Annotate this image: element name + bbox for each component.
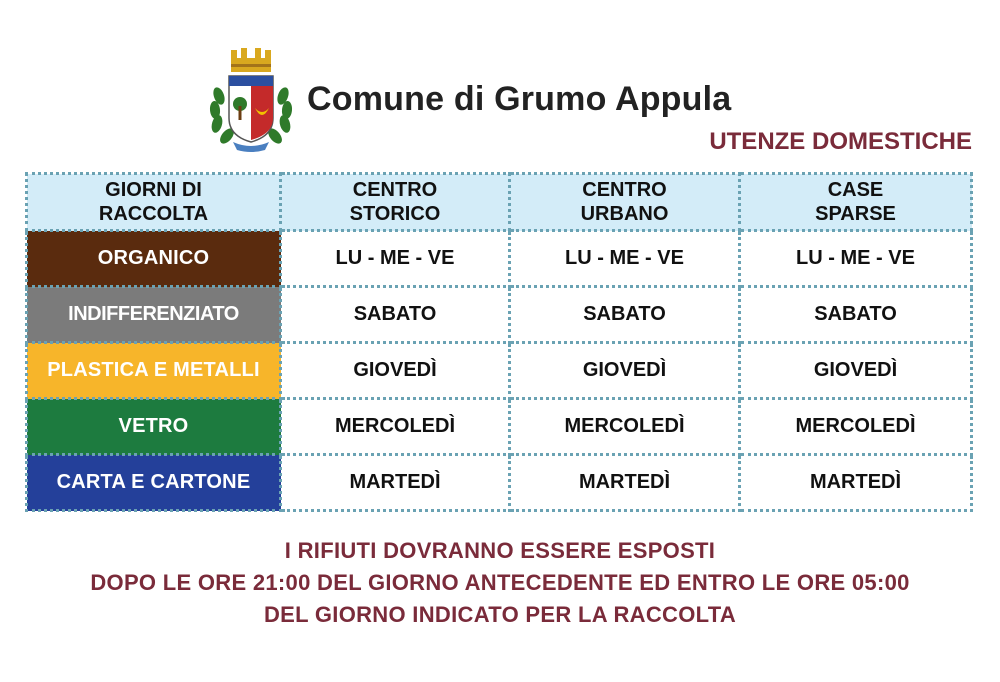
- column-header-line: CASE: [827, 179, 884, 201]
- category-carta-e-cartone: CARTA E CARTONE: [27, 455, 281, 511]
- day-cell: LU - ME - VE: [510, 231, 740, 287]
- page-subtitle: UTENZE DOMESTICHE: [709, 128, 972, 155]
- page-title: Comune di Grumo Appula: [307, 80, 732, 118]
- column-header-line: SPARSE: [815, 203, 896, 225]
- day-cell: SABATO: [740, 287, 972, 343]
- column-header-line: CENTRO: [582, 179, 667, 201]
- table-row: [27, 343, 972, 399]
- table-row: [27, 455, 972, 511]
- day-cell: GIOVEDÌ: [281, 343, 510, 399]
- day-cell: MERCOLEDÌ: [281, 399, 510, 455]
- day-cell: GIOVEDÌ: [740, 343, 972, 399]
- notice-line-3: DEL GIORNO INDICATO PER LA RACCOLTA: [263, 602, 737, 627]
- table-row: [27, 287, 972, 343]
- table-row: [27, 231, 972, 287]
- table-header-row: [27, 174, 972, 231]
- day-cell: SABATO: [281, 287, 510, 343]
- column-header-case-sparse: [740, 174, 972, 231]
- day-cell: SABATO: [510, 287, 740, 343]
- municipal-crest-icon: [205, 46, 297, 154]
- column-header-centro-urbano: [510, 174, 740, 231]
- day-cell: MARTEDÌ: [281, 455, 510, 511]
- day-cell: LU - ME - VE: [281, 231, 510, 287]
- column-header-line: CENTRO: [352, 179, 438, 201]
- column-header-giorni: [27, 174, 281, 231]
- category-plastica-e-metalli: PLASTICA E METALLI: [27, 343, 281, 399]
- column-header-line: GIORNI DI: [105, 179, 202, 201]
- day-cell: MERCOLEDÌ: [510, 399, 740, 455]
- day-cell: LU - ME - VE: [740, 231, 972, 287]
- day-cell: MERCOLEDÌ: [740, 399, 972, 455]
- column-header-line: RACCOLTA: [98, 203, 209, 225]
- day-cell: MARTEDÌ: [510, 455, 740, 511]
- notice-line-2: DOPO LE ORE 21:00 DEL GIORNO ANTECEDENTE ED ENTRO LE ORE 05:00: [90, 570, 910, 595]
- notice-line-1: I RIFIUTI DOVRANNO ESSERE ESPOSTI: [284, 538, 716, 563]
- day-cell: GIOVEDÌ: [510, 343, 740, 399]
- column-header-centro-storico: [281, 174, 510, 231]
- column-header-line: URBANO: [580, 203, 669, 225]
- category-vetro: VETRO: [27, 399, 281, 455]
- collection-schedule-table: [25, 172, 973, 512]
- day-cell: MARTEDÌ: [740, 455, 972, 511]
- column-header-line: STORICO: [349, 203, 441, 225]
- table-row: [27, 399, 972, 455]
- category-organico: ORGANICO: [27, 231, 281, 287]
- category-indifferenziato: INDIFFERENZIATO: [27, 287, 281, 343]
